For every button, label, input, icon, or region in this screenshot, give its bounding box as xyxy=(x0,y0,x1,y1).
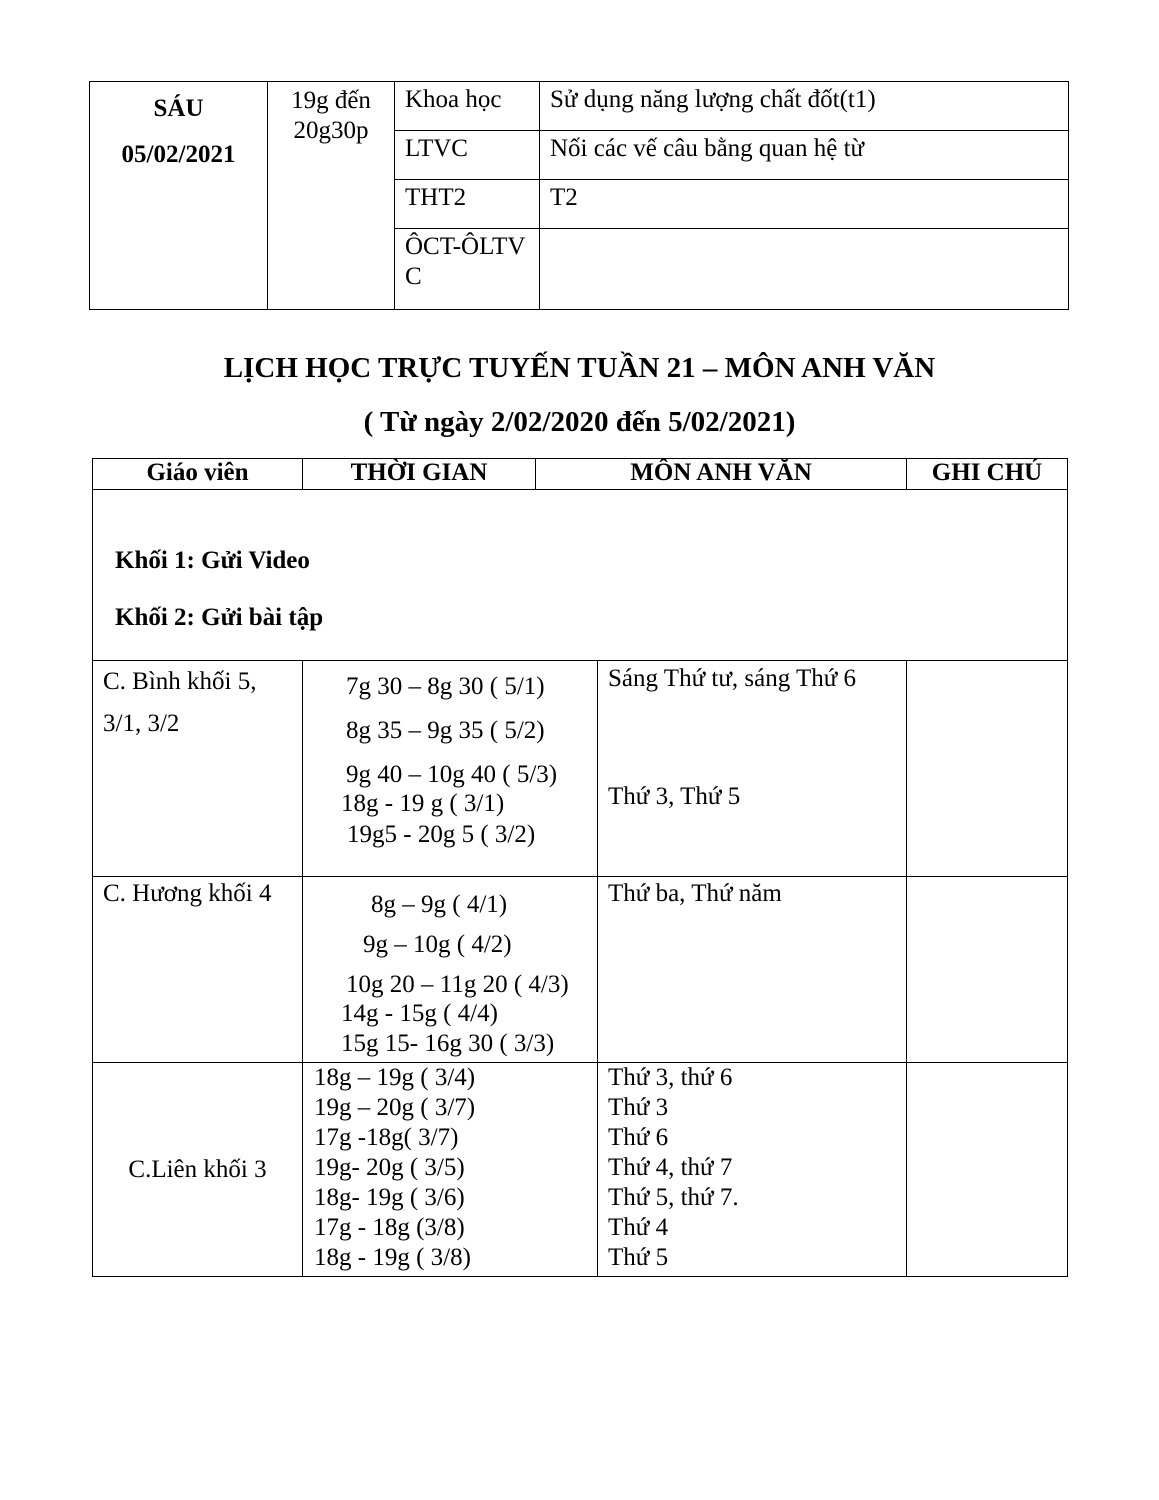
time-entry: 15g 15- 16g 30 ( 3/3) xyxy=(341,1030,555,1057)
subject-cell: ÔCT-ÔLTVC xyxy=(395,229,540,310)
time-entry: 19g – 20g ( 3/7) xyxy=(314,1094,476,1121)
table-row xyxy=(93,877,1068,1063)
time-entry: 9g 40 – 10g 40 ( 5/3) xyxy=(346,761,558,788)
days-cell xyxy=(598,1063,907,1277)
time-entry: 18g- 19g ( 3/6) xyxy=(314,1184,465,1211)
time-entry: 18g – 19g ( 3/4) xyxy=(314,1064,476,1091)
time-entry: 19g- 20g ( 3/5) xyxy=(314,1154,465,1181)
time-cell xyxy=(303,877,598,1063)
time-entry: 9g – 10g ( 4/2) xyxy=(363,931,512,958)
header-subject: MÔN ANH VĂN xyxy=(536,459,907,490)
teacher-name: C.Liên khối 3 xyxy=(93,1063,303,1277)
teacher-name: C. Hương khối 4 xyxy=(93,877,303,1063)
subject-cell: LTVC xyxy=(395,131,540,180)
header-teacher: Giáo viên xyxy=(93,459,303,490)
days-entry: Thứ 3, Thứ 5 xyxy=(608,783,741,810)
subject-cell: Khoa học xyxy=(395,82,540,131)
teacher-name: C. Bình khối 5, 3/1, 3/2 xyxy=(93,661,303,877)
days-entry: Sáng Thứ tư, sáng Thứ 6 xyxy=(608,665,857,692)
note-cell xyxy=(907,1063,1068,1277)
days-entry: Thứ 3 xyxy=(608,1094,669,1121)
time-entry: 8g – 9g ( 4/1) xyxy=(371,891,508,918)
time-cell xyxy=(303,661,598,877)
days-cell xyxy=(598,877,907,1063)
content-cell: Sử dụng năng lượng chất đốt(t1) xyxy=(540,82,1069,131)
days-entry: Thứ 6 xyxy=(608,1124,669,1151)
days-entry: Thứ 3, thứ 6 xyxy=(608,1064,733,1091)
days-cell xyxy=(598,661,907,877)
time-entry: 8g 35 – 9g 35 ( 5/2) xyxy=(346,717,545,744)
page-subtitle: ( Từ ngày 2/02/2020 đến 5/02/2021) xyxy=(363,406,796,438)
table-row xyxy=(93,1063,1068,1277)
days-entry: Thứ 5, thứ 7. xyxy=(608,1184,739,1211)
time-entry: 17g - 18g (3/8) xyxy=(314,1214,465,1241)
date-label: 05/02/2021 xyxy=(121,141,236,168)
content-cell: T2 xyxy=(540,180,1069,229)
days-entry: Thứ ba, Thứ năm xyxy=(608,880,782,907)
days-entry: Thứ 4, thứ 7 xyxy=(608,1154,733,1181)
day-label: SÁU xyxy=(153,95,204,122)
note-cell xyxy=(907,661,1068,877)
days-entry: Thứ 4 xyxy=(608,1214,669,1241)
time-entry: 19g5 - 20g 5 ( 3/2) xyxy=(347,821,536,848)
time-entry: 14g - 15g ( 4/4) xyxy=(341,1000,498,1027)
grade-notes-row xyxy=(93,490,1068,661)
time-label: 19g đến 20g30p xyxy=(291,87,371,144)
time-entry: 17g -18g( 3/7) xyxy=(314,1124,459,1151)
days-entry: Thứ 5 xyxy=(608,1244,669,1271)
header-note: GHI CHÚ xyxy=(907,459,1068,490)
note-cell xyxy=(907,877,1068,1063)
time-cell xyxy=(303,1063,598,1277)
time-cell xyxy=(268,82,395,310)
friday-schedule-table xyxy=(89,81,1069,310)
header-time: THỜI GIAN xyxy=(303,459,536,490)
day-cell xyxy=(90,82,268,310)
time-entry: 10g 20 – 11g 20 ( 4/3) xyxy=(346,971,569,998)
content-cell: Nối các vế câu bằng quan hệ từ xyxy=(540,131,1069,180)
english-schedule-table xyxy=(92,458,1068,1277)
grade-1-note: Khối 1: Gửi Video xyxy=(115,547,310,574)
grade-2-note: Khối 2: Gửi bài tập xyxy=(115,604,324,631)
subject-cell: THT2 xyxy=(395,180,540,229)
content-cell xyxy=(540,229,1069,310)
page-title: LỊCH HỌC TRỰC TUYẾN TUẦN 21 – MÔN ANH VĂN xyxy=(223,352,936,384)
table-row xyxy=(93,661,1068,877)
time-entry: 18g - 19 g ( 3/1) xyxy=(341,790,505,817)
time-entry: 18g - 19g ( 3/8) xyxy=(314,1244,471,1271)
time-entry: 7g 30 – 8g 30 ( 5/1) xyxy=(346,673,545,700)
